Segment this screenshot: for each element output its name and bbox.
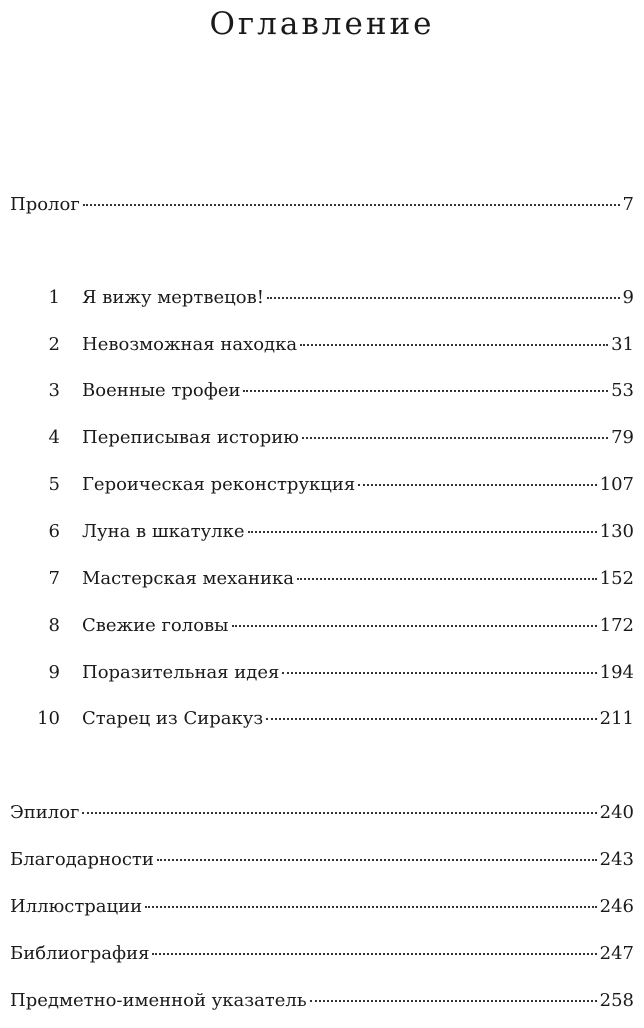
toc-entry-label: Старец из Сиракуз [82, 708, 264, 729]
toc-entry-page: 53 [611, 380, 634, 401]
toc-entry-page: 172 [599, 615, 634, 636]
toc-entry-illustrations[interactable] [10, 893, 634, 921]
dot-leader [243, 390, 608, 392]
dot-leader [82, 812, 596, 814]
toc-entry-label: Свежие головы [82, 615, 229, 636]
toc-entry-label: Луна в шкатулке [82, 521, 245, 542]
toc-entry-page: 7 [622, 194, 634, 215]
toc-entry-chapter-6[interactable] [36, 518, 634, 546]
toc-entry-label: Переписывая историю [82, 427, 299, 448]
toc-entry-page: 258 [599, 990, 634, 1011]
chapter-number: 8 [48, 615, 60, 636]
dot-leader [145, 906, 597, 908]
chapter-number: 1 [48, 287, 60, 308]
dot-leader [267, 297, 620, 299]
dot-leader [282, 672, 596, 674]
dot-leader [297, 578, 597, 580]
toc-entry-label: Я вижу мертвецов! [82, 287, 264, 308]
toc-entry-acknowledgements[interactable] [10, 846, 634, 874]
chapter-number: 2 [48, 334, 60, 355]
chapter-number: 10 [37, 708, 60, 729]
toc-entry-chapter-2[interactable] [36, 331, 634, 359]
toc-entry-chapter-8[interactable] [36, 612, 634, 640]
toc-entry-page: 211 [599, 708, 634, 729]
chapter-number: 6 [48, 521, 60, 542]
page-title: Оглавление [209, 6, 435, 42]
toc-entry-chapter-7[interactable] [36, 565, 634, 593]
toc-entry-prologue[interactable] [10, 191, 634, 219]
toc-entry-label: Благодарности [10, 849, 154, 870]
dot-leader [302, 437, 608, 439]
toc-entry-chapter-1[interactable] [36, 284, 634, 312]
dot-leader [358, 484, 596, 486]
toc-entry-label: Предметно-именной указатель [10, 990, 307, 1011]
dot-leader [232, 625, 597, 627]
toc-entry-page: 9 [622, 287, 634, 308]
toc-entry-label: Эпилог [10, 802, 80, 823]
toc-entry-chapter-5[interactable] [36, 471, 634, 499]
toc-entry-chapter-9[interactable] [36, 659, 634, 687]
toc-entry-label: Пролог [10, 194, 80, 215]
toc-entry-epilogue[interactable] [10, 799, 634, 827]
toc-entry-page: 246 [599, 896, 634, 917]
dot-leader [152, 953, 596, 955]
toc-entry-label: Библиография [10, 943, 150, 964]
toc-entry-page: 247 [599, 943, 634, 964]
toc-entry-page: 243 [599, 849, 634, 870]
toc-entry-page: 194 [599, 662, 634, 683]
toc-entry-chapter-4[interactable] [36, 424, 634, 452]
chapter-number: 7 [48, 568, 60, 589]
toc-entry-label: Военные трофеи [82, 380, 241, 401]
dot-leader [310, 1000, 597, 1002]
toc-entry-label: Мастерская механика [82, 568, 295, 589]
dot-leader [248, 531, 597, 533]
toc-entry-page: 79 [611, 427, 634, 448]
toc-entry-label: Поразительная идея [82, 662, 280, 683]
toc-entry-bibliography[interactable] [10, 940, 634, 968]
chapter-number: 4 [48, 427, 60, 448]
toc-entry-page: 152 [599, 568, 634, 589]
chapter-number: 3 [48, 380, 60, 401]
dot-leader [300, 344, 608, 346]
toc-entry-chapter-3[interactable] [36, 377, 634, 405]
dot-leader [83, 204, 620, 206]
chapter-number: 5 [48, 474, 60, 495]
chapter-number: 9 [48, 662, 60, 683]
toc-entry-chapter-10[interactable] [36, 705, 634, 733]
toc-entry-page: 107 [599, 474, 634, 495]
toc-entry-page: 130 [599, 521, 634, 542]
toc-entry-page: 31 [611, 334, 634, 355]
toc-entry-label: Невозможная находка [82, 334, 298, 355]
toc-entry-label: Иллюстрации [10, 896, 143, 917]
toc-entry-index[interactable] [10, 987, 634, 1015]
toc-entry-label: Героическая реконструкция [82, 474, 356, 495]
dot-leader [266, 718, 596, 720]
toc-entry-page: 240 [599, 802, 634, 823]
dot-leader [157, 859, 597, 861]
